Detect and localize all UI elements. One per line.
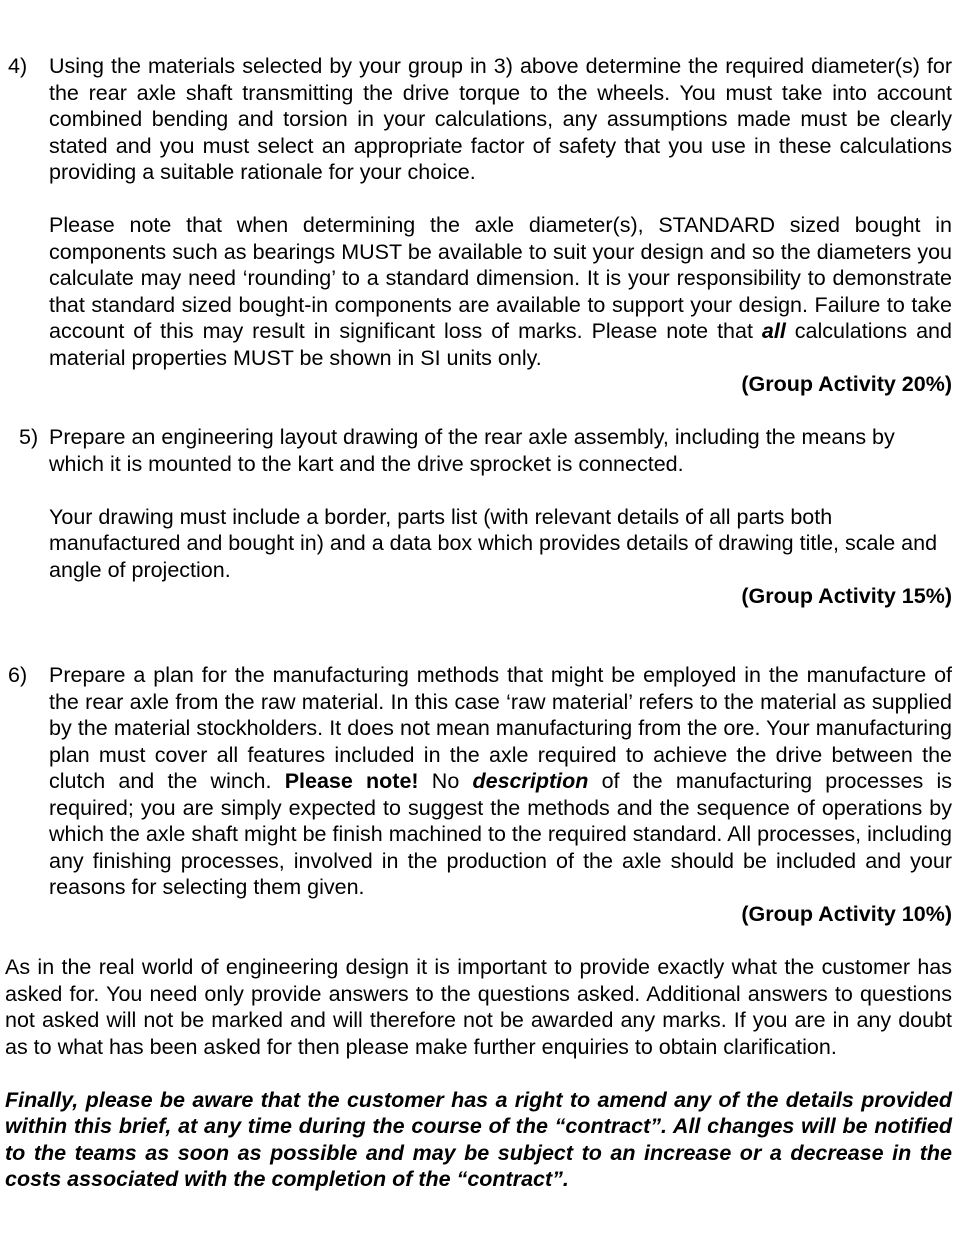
closing-paragraph: As in the real world of engineering design it is important to provide exactly what the customer has asked for. You need only provide answers to the questions asked. Additional answers to questions not asked will not be marked and will therefore not be awarded any marks. If you are in any doubt as to what has been asked for then please make further enquiries to obtain clarification.	[5, 955, 952, 1059]
q5-block	[49, 424, 952, 610]
q6-number: 6)	[8, 663, 28, 687]
q4-number: 4)	[8, 54, 28, 78]
q5-paragraph-2: Your drawing must include a border, parts list (with relevant details of all parts both manufactured and bought in) and a data box which provides details of drawing title, scale and angle of projection.	[49, 504, 938, 582]
q4-block	[49, 53, 952, 398]
q6-paragraph: Prepare a plan for the manufacturing methods that might be employed in the manufacture of the rear axle from the raw material. In this case ‘raw material’ refers to the material as supplied by the material stockholders. It does not mean manufacturing from the ore. Your manufacturing plan must cover all features included in the axle required to achieve the drive between the clutch and the winch. Please note! No description of the manufacturing processes is required; you are simply expected to suggest the methods and the sequence of operations by which the axle shaft might be finish machined to the required standard. All processes, including any finishing processes, involved in the production of the axle should be included and your reasons for selecting them given.	[49, 663, 952, 899]
q5-paragraph-1: Prepare an engineering layout drawing of the rear axle assembly, including the means by which it is mounted to the kart and the drive sprocket is connected.	[49, 425, 895, 476]
q6-block	[49, 662, 952, 927]
please-note-label: Please note!	[284, 769, 419, 793]
q6-weighting: (Group Activity 10%)	[741, 901, 952, 926]
q5-weighting: (Group Activity 15%)	[741, 584, 952, 608]
final-notice: Finally, please be aware that the customer has a right to amend any of the details provided within this brief, at any time during the course of the “contract”. All changes will be notified to the teams as soon as possible and may be subject to an increase or a decrease in the costs associated with the completion of the “contract”.	[5, 1087, 952, 1191]
q4-paragraph-1: Using the materials selected by your group in 3) above determine the required diameter(s) for the rear axle shaft transmitting the drive torque to the wheels. You must take into account combined bending and torsion in your calculations, any assumptions made must be clearly stated and you must select an appropriate factor of safety that you use in these calculations providing a suitable rationale for your choice.	[49, 54, 952, 184]
emphasis-description: description	[472, 769, 589, 793]
q5-number: 5)	[19, 425, 39, 449]
emphasis-all: all	[761, 319, 786, 343]
q4-paragraph-2: Please note that when determining the axle diameter(s), STANDARD sized bought in components such as bearings MUST be available to suit your design and so the diameters you calculate may need ‘rounding’ to a standard dimension. It is your responsibility to demonstrate that standard sized bought-in components are available to support your design. Failure to take account of this may result in significant loss of marks. Please note that all calculations and material properties MUST be shown in SI units only.	[49, 213, 952, 370]
closing-block	[5, 954, 952, 1193]
q4-weighting: (Group Activity 20%)	[741, 372, 952, 396]
